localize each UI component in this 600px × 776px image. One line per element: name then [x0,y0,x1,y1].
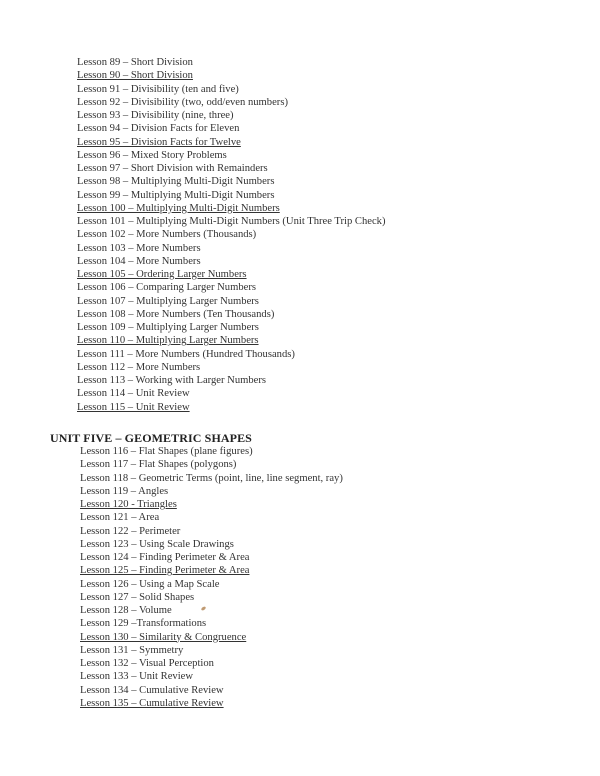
lesson-item: Lesson 107 – Multiplying Larger Numbers [77,295,259,307]
lesson-item: Lesson 127 – Solid Shapes [80,591,195,603]
lesson-item: Lesson 130 – Similarity & Congruence [80,631,247,643]
lesson-item: Lesson 96 – Mixed Story Problems [77,149,227,161]
lesson-item: Lesson 115 – Unit Review [77,401,190,413]
lesson-item: Lesson 133 – Unit Review [80,671,193,683]
lesson-item: Lesson 104 – More Numbers [77,255,201,267]
lesson-item: Lesson 99 – Multiplying Multi-Digit Numbers [77,189,275,201]
lesson-item: Lesson 119 – Angles [80,485,169,497]
lesson-item: Lesson 128 – Volume [80,605,172,616]
lesson-list-unit-five [80,445,343,710]
lesson-item: Lesson 124 – Finding Perimeter & Area [80,552,250,563]
lesson-item: Lesson 134 – Cumulative Review [80,684,224,696]
lesson-item: Lesson 123 – Using Scale Drawings [80,538,234,550]
lesson-item: Lesson 117 – Flat Shapes (polygons) [80,459,237,471]
lesson-item: Lesson 100 – Multiplying Multi-Digit Numbers [77,202,280,214]
lesson-item: Lesson 89 – Short Division [77,57,193,68]
unit-five-heading: UNIT FIVE – GEOMETRIC SHAPES [50,431,252,445]
lesson-item: Lesson 122 – Perimeter [80,525,181,537]
lesson-item: Lesson 114 – Unit Review [77,388,190,400]
lesson-item: Lesson 103 – More Numbers [77,242,201,254]
lesson-item: Lesson 95 – Division Facts for Twelve [77,136,241,148]
lesson-item: Lesson 116 – Flat Shapes (plane figures) [80,446,253,457]
lesson-item: Lesson 101 – Multiplying Multi-Digit Numbers (Unit Three Trip Check) [77,216,386,227]
lesson-item: Lesson 92 – Divisibility (two, odd/even numbers) [77,96,288,108]
lesson-item: Lesson 135 – Cumulative Review [80,697,224,709]
lesson-item: Lesson 126 – Using a Map Scale [80,578,220,590]
lesson-item: Lesson 121 – Area [80,512,160,524]
lesson-item: Lesson 129 –Transformations [80,618,207,630]
lesson-item: Lesson 105 – Ordering Larger Numbers [77,269,247,280]
lesson-item: Lesson 131 – Symmetry [80,644,184,656]
lesson-item: Lesson 98 – Multiplying Multi-Digit Numbers [77,176,275,188]
lesson-item: Lesson 111 – More Numbers (Hundred Thousands) [77,348,295,360]
lesson-item: Lesson 94 – Division Facts for Eleven [77,123,240,135]
lesson-item: Lesson 132 – Visual Perception [80,658,214,669]
lesson-list-part-a [77,56,385,414]
lesson-item: Lesson 91 – Divisibility (ten and five) [77,83,239,95]
lesson-item: Lesson 97 – Short Division with Remainders [77,163,268,174]
lesson-item: Lesson 93 – Divisibility (nine, three) [77,110,234,121]
lesson-item: Lesson 108 – More Numbers (Ten Thousands) [77,308,275,320]
lesson-item: Lesson 113 – Working with Larger Numbers [77,375,267,386]
lesson-item: Lesson 109 – Multiplying Larger Numbers [77,322,259,333]
lesson-item: Lesson 118 – Geometric Terms (point, line, line segment, ray) [80,472,343,484]
lesson-item: Lesson 112 – More Numbers [77,361,201,373]
lesson-item: Lesson 106 – Comparing Larger Numbers [77,282,256,294]
lesson-item: Lesson 110 – Multiplying Larger Numbers [77,335,259,347]
lesson-item: Lesson 90 – Short Division [77,70,193,82]
lesson-item: Lesson 102 – More Numbers (Thousands) [77,229,257,241]
lesson-item: Lesson 125 – Finding Perimeter & Area [80,565,250,577]
lesson-item: Lesson 120 - Triangles [80,499,177,510]
